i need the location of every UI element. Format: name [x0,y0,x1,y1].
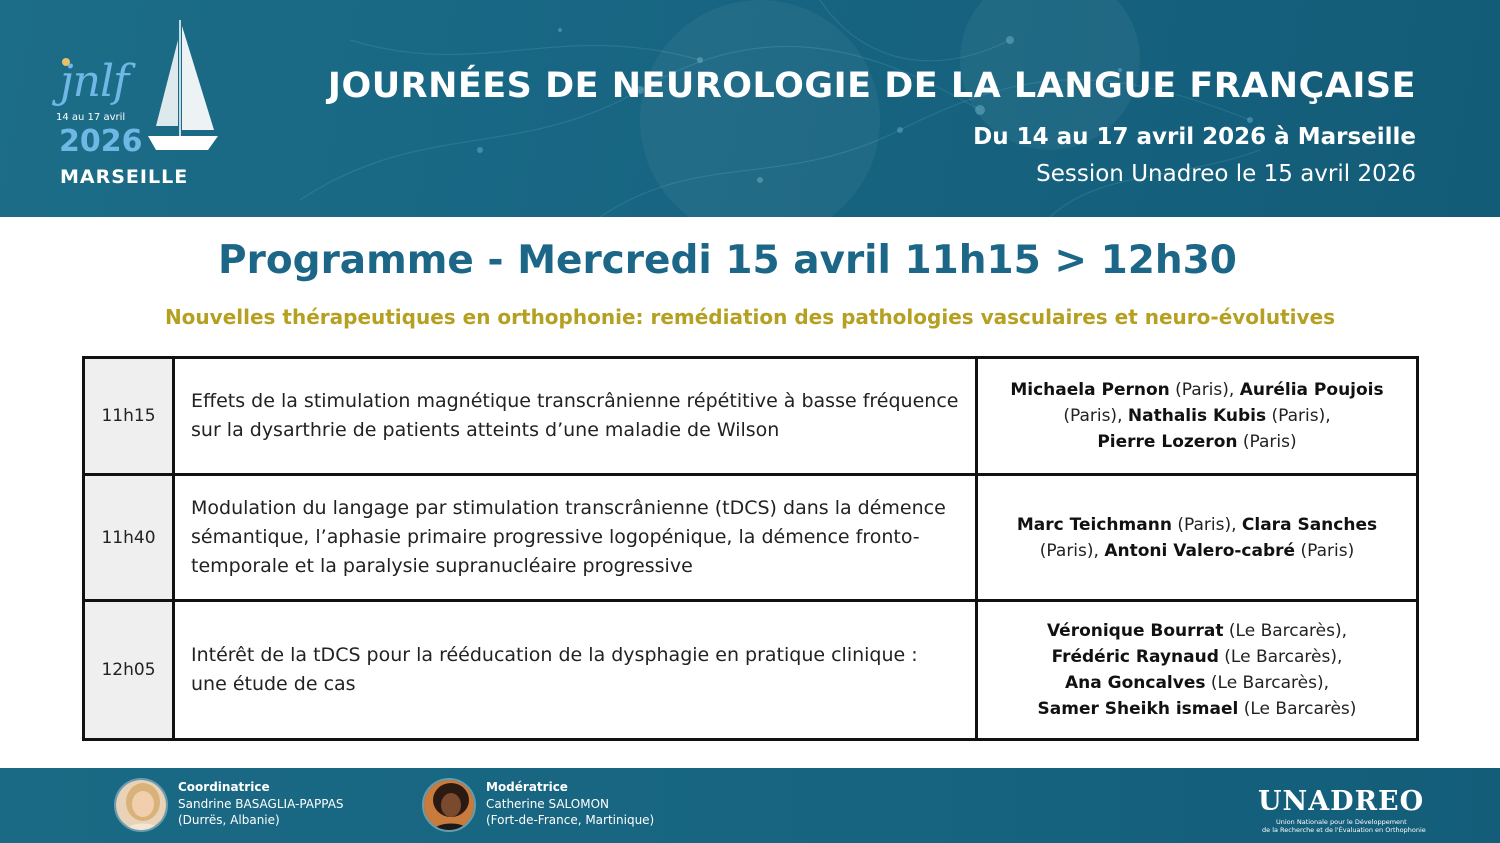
header-banner [0,0,1500,217]
speaker-place: (Paris), [1271,406,1331,426]
event-session: Session Unadreo le 15 avril 2026 [1036,161,1416,187]
time-cell: 11h40 [85,476,175,599]
logo-city: MARSEILLE [60,166,189,188]
speaker-place: (Paris) [1242,432,1297,452]
programme-title: Programme - Mercredi 15 avril 11h15 > 12h30 [218,238,1237,283]
speaker-name: Marc Teichmann [1016,514,1172,535]
moderator-name: Catherine SALOMON [486,797,610,811]
schedule-table [82,356,1419,741]
moderator-avatar [422,778,476,832]
speaker-name: Clara Sanches [1241,514,1378,535]
sailboat-icon [142,18,222,168]
coordinator-name: Sandrine BASAGLIA-PAPPAS [178,797,344,811]
coordinator-role: Coordinatrice [178,780,270,794]
time-cell: 11h15 [85,359,175,473]
table-row [85,359,1416,476]
logo-year: 2026 [59,124,143,159]
logo-name: jnlf [60,56,129,107]
speaker-name: Ana Goncalves [1064,673,1206,693]
talk-cell [175,476,978,599]
programme-subtitle: Nouvelles thérapeutiques en orthophonie: remédiation des pathologies vasculaires et neuro-évolutives [164,305,1336,329]
speakers-cell [978,359,1416,473]
speakers-cell [978,476,1416,599]
talk-title: Intérêt de la tDCS pour la rééducation de la dysphagie en pratique clinique : une étude de cas [191,644,918,695]
speaker-place: (Paris), [1039,540,1099,561]
speaker-place: (Le Barcarès), [1228,621,1348,641]
talk-title: Modulation du langage par stimulation transcrânienne (tDCS) dans la démence sémantique, l’aphasie primaire progressive logopénique, la démence fronto-temporale et la paralysie supranucléaire progressive [191,497,946,577]
speaker-name: Nathalis Kubis [1127,406,1267,426]
talk-cell [175,359,978,473]
speaker-place: (Paris), [1063,406,1123,426]
event-dates: Du 14 au 17 avril 2026 à Marseille [973,124,1416,150]
talk-title: Effets de la stimulation magnétique transcrânienne répétitive à basse fréquence sur la dysarthrie de patients atteints d’une maladie de Wilson [191,390,959,441]
speakers-list [1038,618,1357,722]
table-row [85,476,1416,602]
logo-dates: 14 au 17 avril [56,112,126,123]
moderator-role: Modératrice [486,780,568,794]
jnlf-logo [52,18,232,198]
speaker-name: Frédéric Raynaud [1051,647,1219,667]
speaker-name: Samer Sheikh ismael [1037,699,1239,719]
unadreo-tagline: de la Recherche et de l'Évaluation en Orthophonie [1262,826,1426,834]
coordinator-place: (Durrës, Albanie) [178,813,280,827]
speakers-cell [978,602,1416,738]
speaker-name: Pierre Lozeron [1097,432,1238,452]
speaker-name: Antoni Valero-cabré [1104,540,1296,561]
speaker-name: Aurélia Poujois [1239,380,1384,400]
speaker-name: Michaela Pernon [1010,380,1170,400]
speakers-list [1017,512,1377,564]
speaker-place: (Le Barcarès), [1210,673,1329,693]
unadreo-logo: UNADREO [1258,786,1425,817]
speaker-name: Véronique Bourrat [1046,621,1224,641]
event-title: JOURNÉES DE NEUROLOGIE DE LA LANGUE FRANÇAISE [327,66,1416,106]
speakers-list [1010,377,1383,455]
speaker-place: (Le Barcarès) [1243,699,1357,719]
talk-cell [175,602,978,738]
speaker-place: (Paris) [1300,540,1355,561]
speaker-place: (Paris), [1177,514,1237,535]
speaker-place: (Paris), [1175,380,1235,400]
unadreo-tagline: Union Nationale pour le Développement [1276,818,1407,826]
time-cell: 12h05 [85,602,175,738]
table-row [85,602,1416,738]
moderator-place: (Fort-de-France, Martinique) [486,813,655,827]
speaker-place: (Le Barcarès), [1224,647,1343,667]
coordinator-avatar [114,778,168,832]
